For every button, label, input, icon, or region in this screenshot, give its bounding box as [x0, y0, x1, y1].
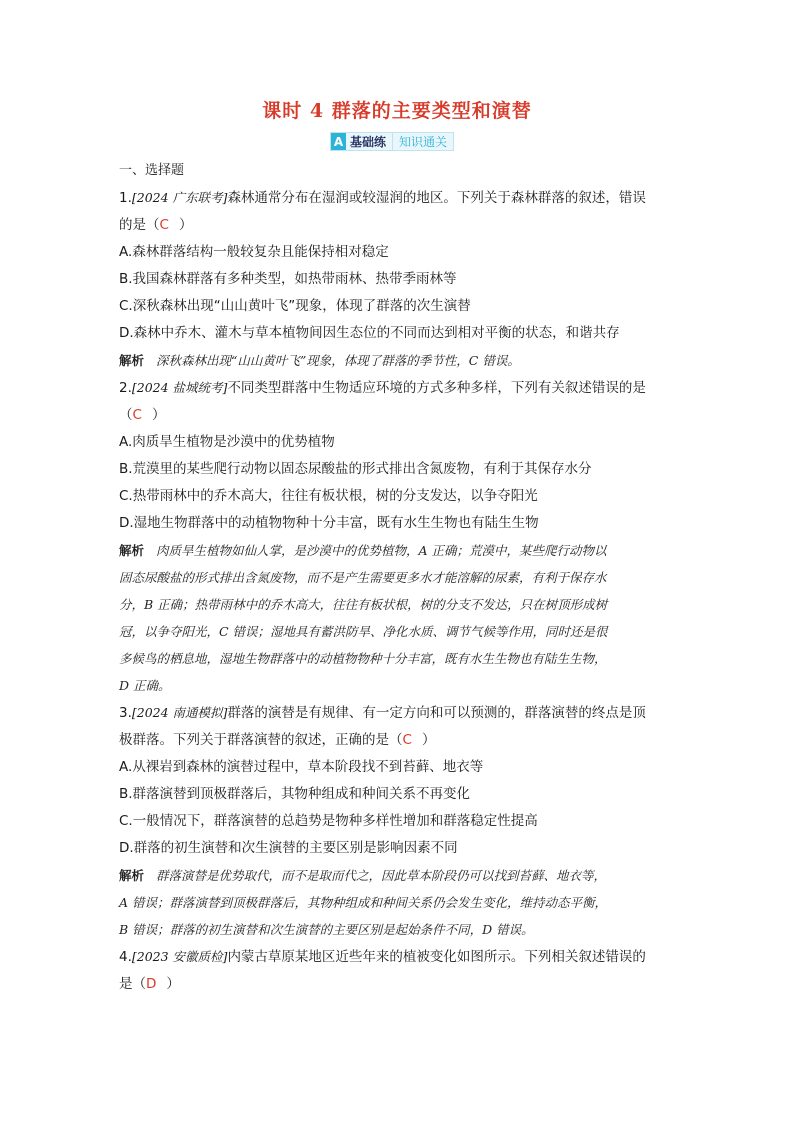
stem-text: ）: [178, 217, 193, 233]
option-c: C.一般情况下，群落演替的总趋势是物种多样性增加和群落稳定性提高: [119, 813, 538, 829]
option-b: B.群落演替到顶极群落后，其物种组成和种间关系不再变化: [119, 786, 471, 802]
question-list: [119, 158, 679, 998]
option-c: C.深秋森林出现“山山黄叶飞”现象，体现了群落的次生演替: [119, 298, 471, 314]
stem-text: ）: [421, 732, 436, 748]
explanation-line: A 错误；群落演替到顶极群落后，其物种组成和种间关系仍会发生变化，维持动态平衡，: [119, 895, 608, 910]
explanation-label: 解析: [119, 353, 145, 368]
option-b: B.荒漠里的某些爬行动物以固态尿酸盐的形式排出含氮废物，有利于其保存水分: [119, 461, 592, 477]
stem-text: （: [119, 407, 133, 423]
question-source: [2023 安徽质检]: [131, 949, 228, 964]
question-stem-cont: [119, 727, 679, 754]
question-3: [119, 699, 679, 943]
explanation-label: 解析: [119, 543, 145, 558]
question-stem-cont: [119, 402, 679, 429]
option-d: D.群落的初生演替和次生演替的主要区别是影响因素不同: [119, 840, 458, 856]
explanation-text: 肉质旱生植物如仙人掌，是沙漠中的优势植物，A 正确；荒漠中，某些爬行动物以: [156, 543, 607, 558]
question-stem-cont: [119, 212, 679, 239]
question-number: 3.: [119, 705, 132, 721]
level-label: 基础练: [350, 135, 387, 149]
option-d: D.森林中乔木、灌木与草本植物间因生态位的不同而达到相对平衡的状态，和谐共存: [119, 325, 620, 341]
explanation-text: 群落演替是优势取代，而不是取而代之，因此草本阶段仍可以找到苔藓、地衣等，: [156, 868, 607, 883]
answer-mark: D: [146, 976, 157, 992]
stem-text: 群落的演替是有规律、有一定方向和可以预测的，群落演替的终点是顶: [227, 705, 646, 721]
level-badge: [330, 132, 454, 151]
page-title: 课时 4 群落的主要类型和演替: [262, 100, 532, 122]
question-stem: [119, 374, 679, 402]
option-d: D.湿地生物群落中的动植物物种十分丰富，既有水生生物也有陆生生物: [119, 515, 539, 531]
question-2: [119, 374, 679, 699]
stem-text: ）: [166, 976, 180, 992]
explanation-text: 深秋森林出现“山山黄叶飞”现象，体现了群落的季节性，C 错误。: [156, 353, 520, 368]
explanation-line: D 正确。: [119, 678, 171, 693]
stem-text: 内蒙古草原某地区近些年来的植被变化如图所示。下列相关叙述错误的: [227, 949, 646, 965]
level-letter: A: [331, 133, 346, 150]
explanation-line: 分，B 正确；热带雨林中的乔木高大，往往有板状根，树的分支不发达，只在树顶形成树: [119, 597, 608, 612]
explanation: [119, 347, 679, 374]
question-number: 2.: [119, 380, 132, 396]
explanation-label: 解析: [119, 868, 145, 883]
stem-text: 是（: [119, 976, 146, 992]
stem-text: ）: [151, 407, 166, 423]
question-source: [2024 南通模拟]: [131, 705, 228, 720]
stem-text: 森林通常分布在湿润或较湿润的地区。下列关于森林群落的叙述，错误: [227, 190, 646, 206]
explanation-line: B 错误；群落的初生演替和次生演替的主要区别是起始条件不同，D 错误。: [119, 922, 534, 937]
question-stem: [119, 184, 679, 212]
question-source: [2024 广东联考]: [131, 190, 228, 205]
explanation-line: 多候鸟的栖息地，湿地生物群落中的动植物物种十分丰富，既有水生生物也有陆生生物，: [119, 651, 607, 666]
option-a: A.从裸岩到森林的演替过程中，草本阶段找不到苔藓、地衣等: [119, 759, 484, 775]
explanation: [119, 537, 679, 564]
option-b: B.我国森林群落有多种类型，如热带雨林、热带季雨林等: [119, 271, 457, 287]
answer-mark: C: [159, 217, 169, 233]
explanation-line: 冠，以争夺阳光，C 错误；湿地具有蓄洪防旱、净化水质、调节气候等作用，同时还是很: [119, 624, 608, 639]
explanation-line: 固态尿酸盐的形式排出含氮废物，而不是产生需要更多水才能溶解的尿素，有利于保存水: [119, 570, 607, 585]
question-source: [2024 盐城统考]: [131, 380, 228, 395]
option-a: A.森林群落结构一般较复杂且能保持相对稳定: [119, 244, 389, 260]
question-1: [119, 184, 679, 374]
level-tag: 知识通关: [392, 133, 453, 150]
question-number: 1.: [119, 190, 132, 206]
section-heading: 一、选择题: [119, 163, 185, 178]
question-4: [119, 943, 679, 998]
stem-text: 不同类型群落中生物适应环境的方式多种多样，下列有关叙述错误的是: [227, 380, 646, 396]
question-stem: [119, 699, 679, 727]
question-number: 4.: [119, 949, 132, 965]
question-stem-cont: [119, 971, 679, 998]
option-a: A.肉质旱生植物是沙漠中的优势植物: [119, 434, 335, 450]
option-c: C.热带雨林中的乔木高大，往往有板状根，树的分支发达，以争夺阳光: [119, 488, 538, 504]
explanation: [119, 862, 679, 889]
stem-text: 极群落。下列关于群落演替的叙述，正确的是（: [119, 732, 403, 748]
stem-text: 的是（: [119, 217, 160, 233]
question-stem: [119, 943, 679, 971]
answer-mark: C: [132, 407, 142, 423]
answer-mark: C: [402, 732, 412, 748]
